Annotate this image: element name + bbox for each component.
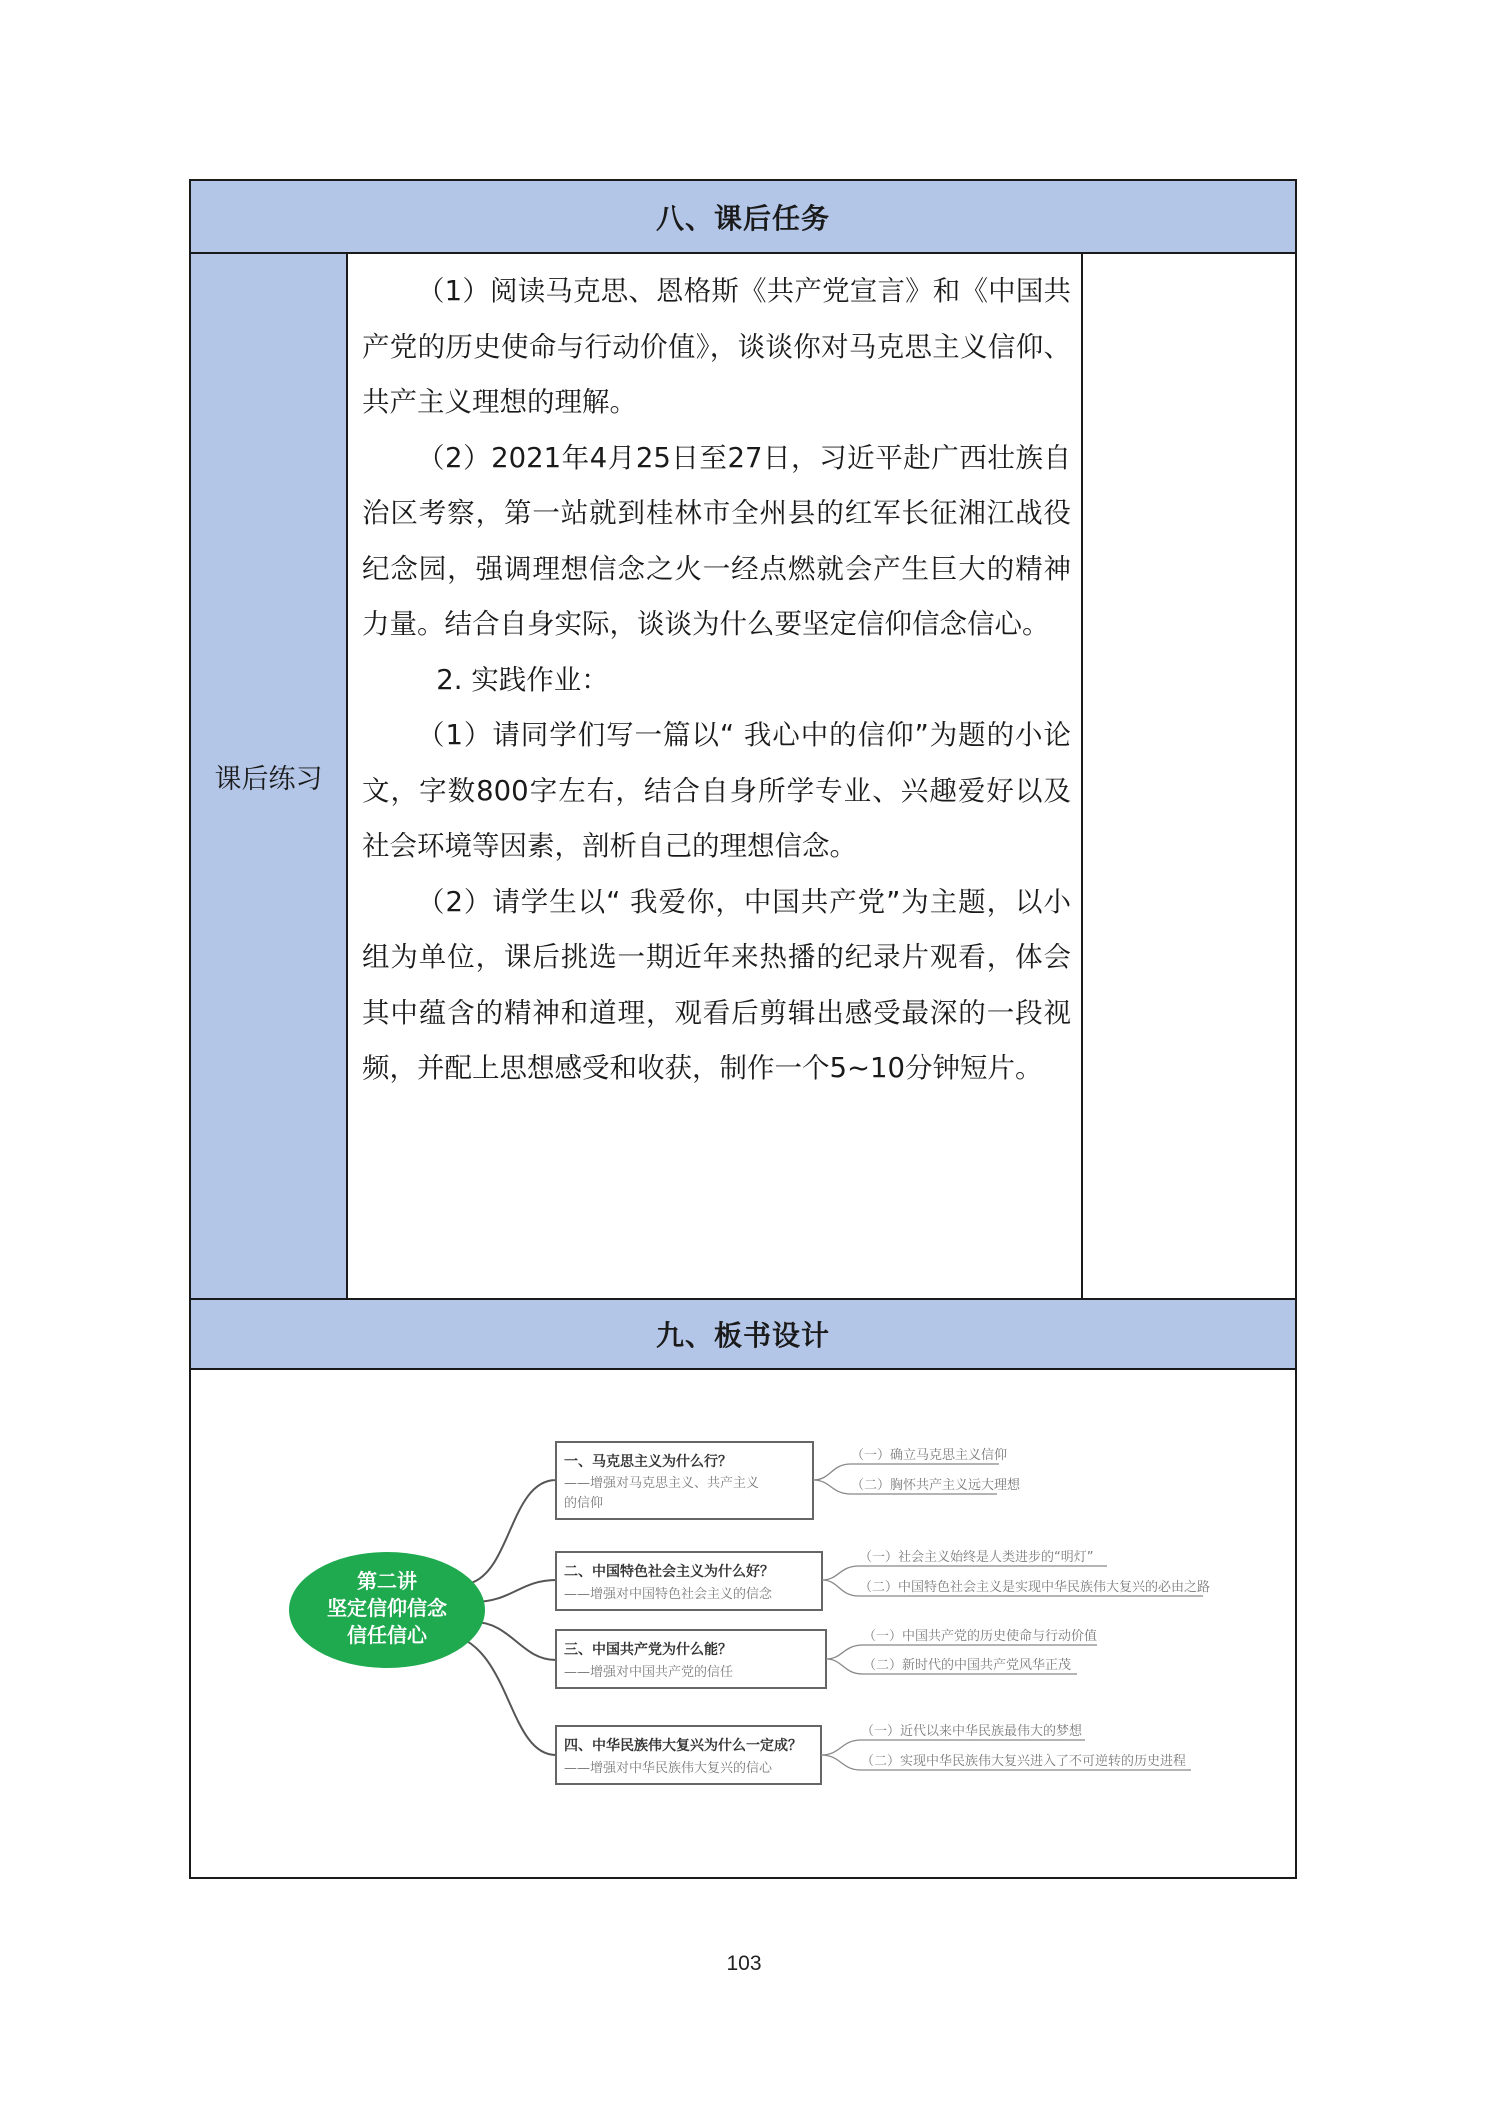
branch-2-leaf-2: （二）中国特色社会主义是实现中华民族伟大复兴的必由之路	[859, 1580, 1211, 1595]
branch-3-leaf-2: （二）新时代的中国共产党风华正茂	[863, 1658, 1072, 1673]
branch-4-leaf-2: （二）实现中华民族伟大复兴进入了不可逆转的历史进程	[861, 1754, 1187, 1769]
connector-4	[461, 1638, 556, 1755]
homework-practice-heading: 2. 实践作业：	[436, 663, 609, 696]
branch-3-leaf-line-1	[826, 1645, 1097, 1659]
branch-4-leaf-line-1	[821, 1740, 1085, 1755]
center-line-2: 坚定信仰信念	[327, 1596, 447, 1620]
mindmap-svg	[191, 1370, 1294, 1876]
homework-paragraph-2: （2）2021年4月25日至27日，习近平赴广西壮族自治区考察，第一站就到桂林市全州县的红军长征湘江战役纪念园，强调理想信念之火一经点燃就会产生巨大的精神力量。结合自身实际，谈谈为什么要坚定信仰信念信心。	[362, 441, 1071, 640]
branch-2-leaf-1: （一）社会主义始终是人类进步的“明灯”	[859, 1550, 1094, 1565]
branch-4-sub-1: ——增强对中华民族伟大复兴的信心	[564, 1761, 773, 1776]
branch-4-title: 四、中华民族伟大复兴为什么一定成？	[564, 1738, 802, 1754]
page-number: 103	[726, 1952, 762, 1975]
notes-column-blank	[1083, 254, 1294, 1298]
branch-2-sub-1: ——增强对中国特色社会主义的信念	[564, 1587, 773, 1602]
homework-content	[348, 254, 1083, 1298]
blackboard-design-mindmap	[191, 1370, 1295, 1876]
branch-1-leaf-1: （一）确立马克思主义信仰	[851, 1448, 1008, 1463]
homework-paragraph-3: （1）请同学们写一篇以“ 我心中的信仰”为题的小论文，字数800字左右，结合自身所学专业、兴趣爱好以及社会环境等因素，剖析自己的理想信念。	[362, 719, 1071, 862]
connector-1	[471, 1480, 556, 1583]
branch-2-leaf-line-1	[822, 1566, 1107, 1580]
branch-1-sub-2: 的信仰	[564, 1496, 604, 1511]
center-line-3: 信任信心	[347, 1623, 427, 1647]
homework-paragraph-4: （2）请学生以“ 我爱你，中国共产党”为主题，以小组为单位，课后挑选一期近年来热播的纪录片观看，体会其中蕴含的精神和道理，观看后剪辑出感受最深的一段视频，并配上思想感受和收获，制作一个5~10分钟短片。	[362, 885, 1071, 1084]
branch-3-title: 三、中国共产党为什么能？	[564, 1642, 732, 1658]
branch-4-leaf-1: （一）近代以来中华民族最伟大的梦想	[861, 1724, 1083, 1739]
branch-3-leaf-1: （一）中国共产党的历史使命与行动价值	[863, 1629, 1098, 1644]
branch-2-title: 二、中国特色社会主义为什么好？	[564, 1564, 774, 1580]
branch-1-leaf-2: （二）胸怀共产主义远大理想	[851, 1478, 1021, 1493]
section-8-heading: 八、课后任务	[191, 181, 1295, 254]
center-line-1: 第二讲	[357, 1569, 417, 1593]
branch-1-title: 一、马克思主义为什么行？	[564, 1454, 732, 1470]
branch-1-sub-1: ——增强对马克思主义、共产主义	[564, 1476, 760, 1491]
connector-2	[474, 1580, 556, 1602]
connector-3	[474, 1622, 556, 1660]
section-9-heading: 九、板书设计	[191, 1298, 1295, 1370]
branch-3-sub-1: ——增强对中国共产党的信任	[564, 1665, 734, 1680]
homework-paragraph-1: （1）阅读马克思、恩格斯《共产党宣言》和《中国共产党的历史使命与行动价值》，谈谈你对马克思主义信仰、共产主义理想的理解。	[362, 275, 1071, 418]
row-label-homework: 课后练习	[191, 254, 348, 1298]
lesson-table	[189, 179, 1297, 1879]
